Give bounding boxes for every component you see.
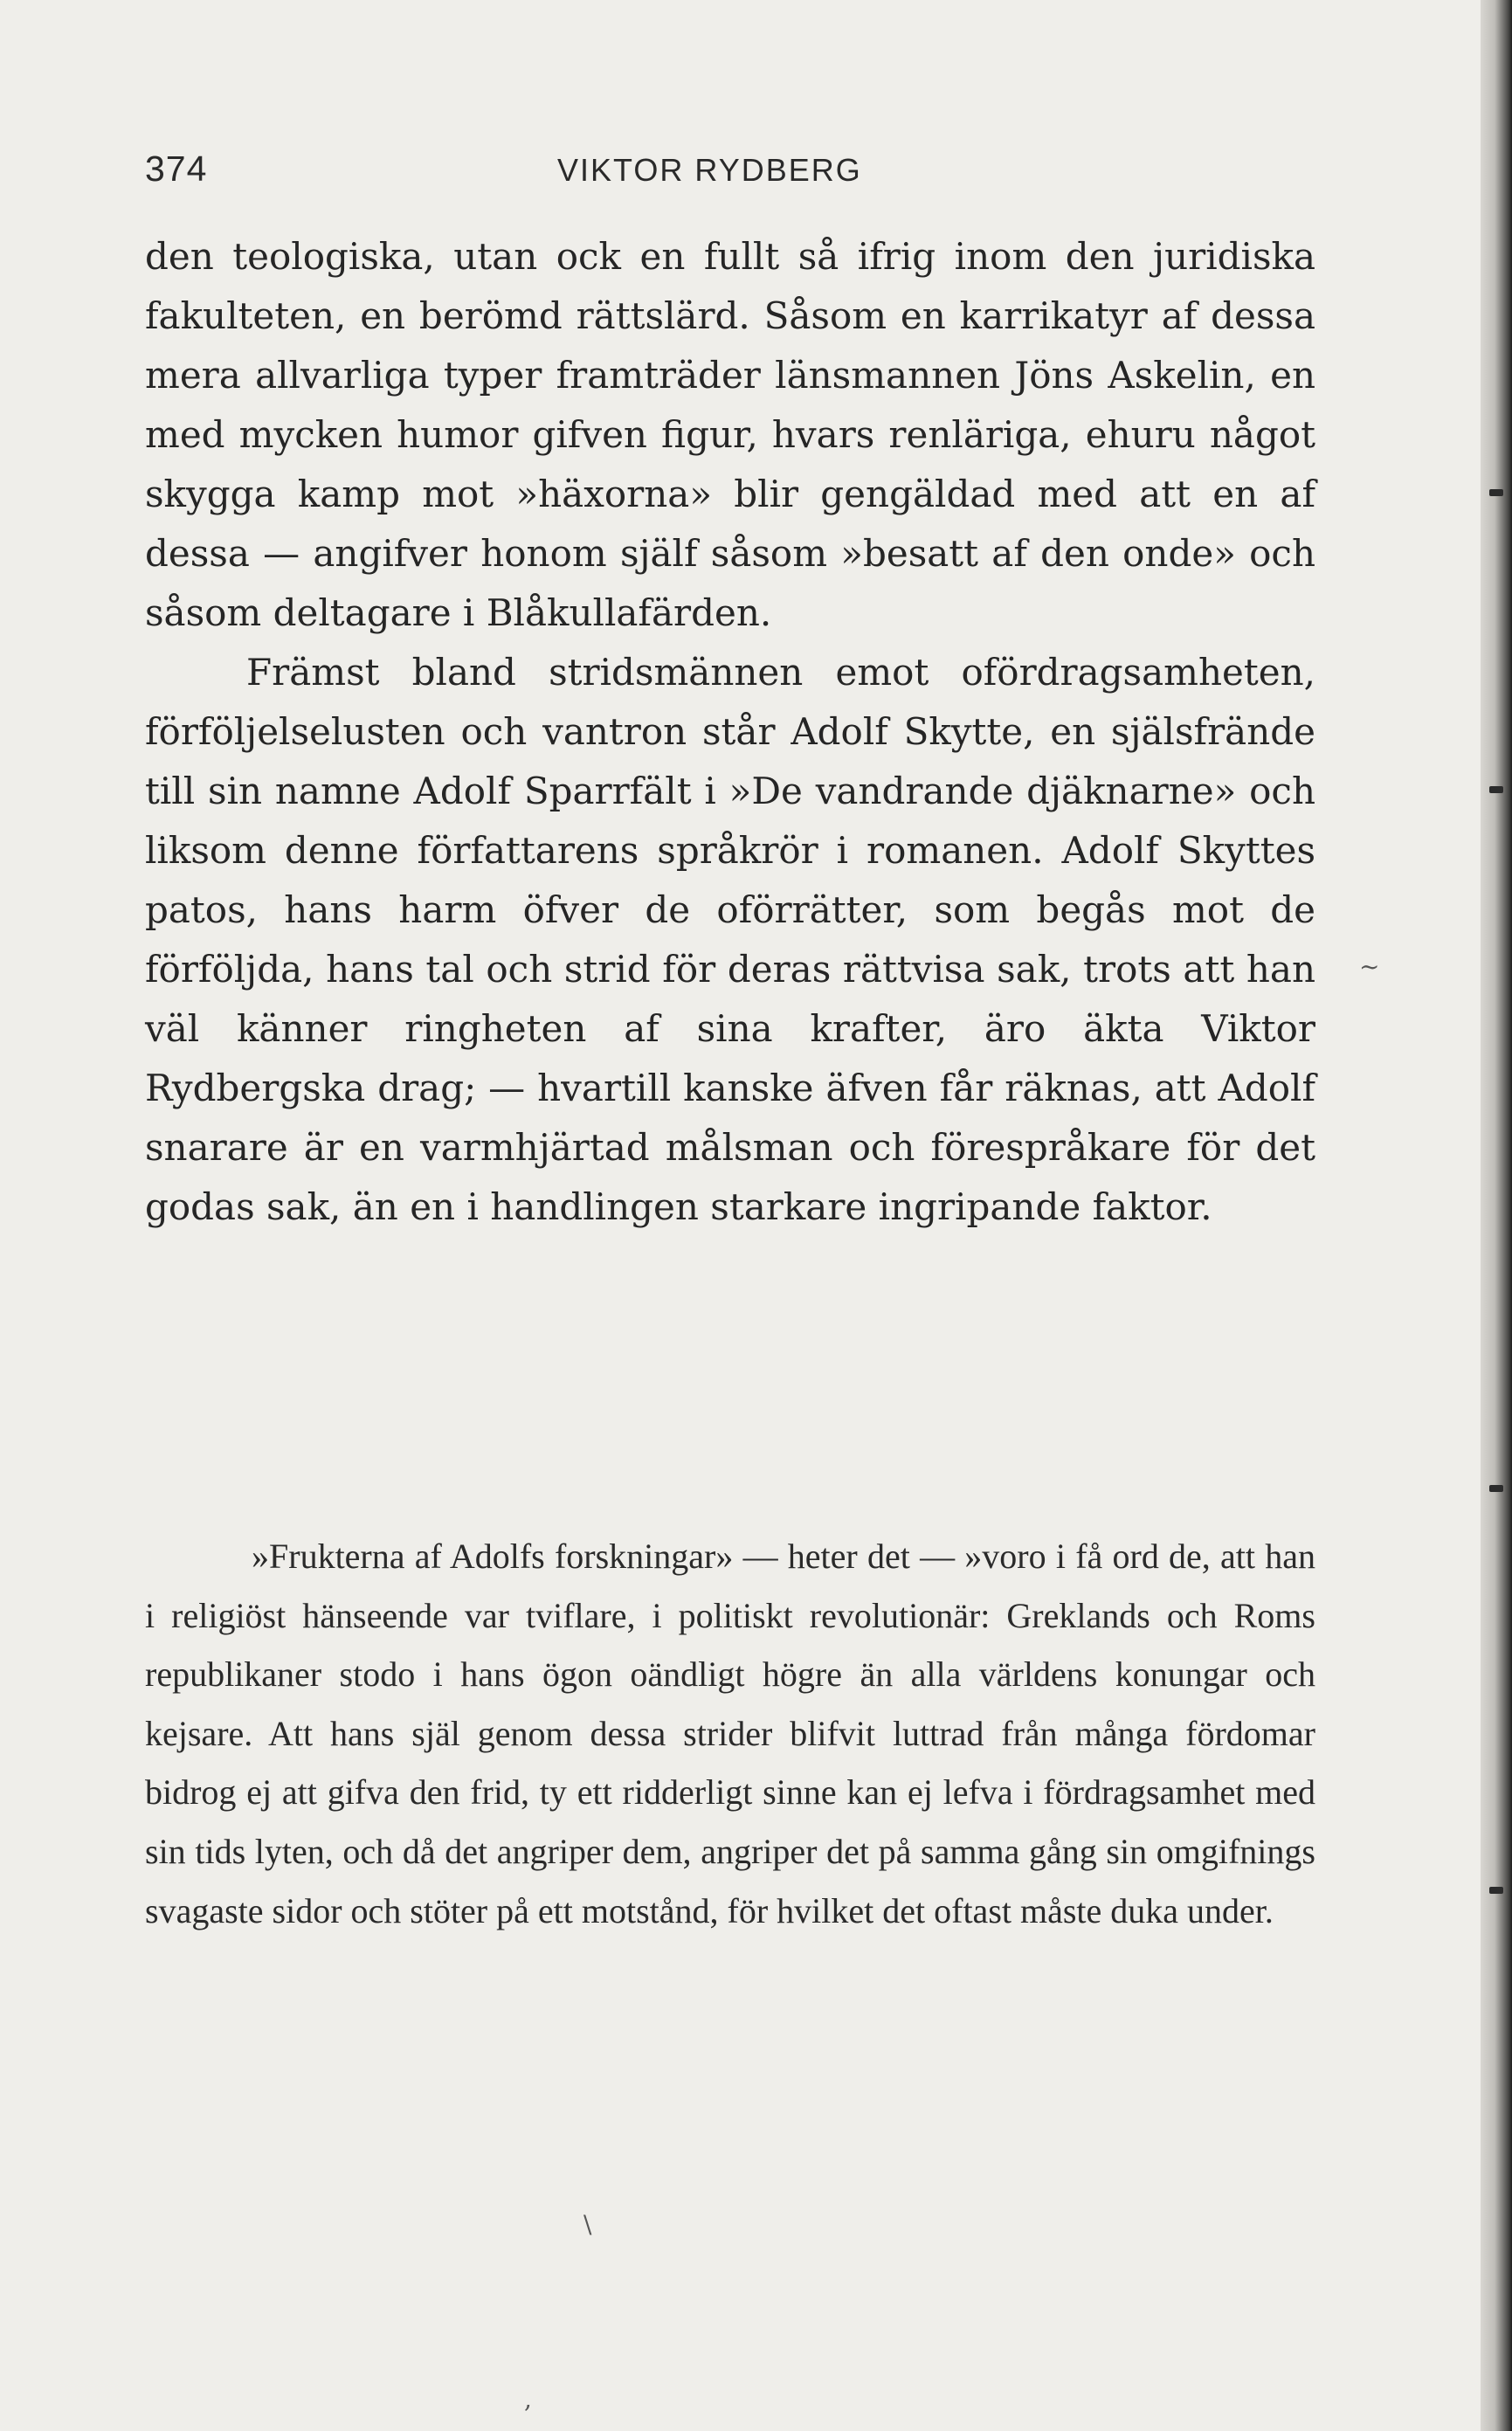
- spine-mark: [1489, 489, 1503, 496]
- spine-mark: [1489, 786, 1503, 793]
- paragraph-2: Främst bland stridsmännen emot ofördragsamheten, förföljelselusten och vantron står Adolf Skytte, en själsfrände till sin namne Adolf Sparrfält i »De vandrande djäknarne» och liksom denne författarens språkrör i romanen. Adolf Skyttes patos, hans harm öfver de oförrätter, som begås mot de förföljda, hans tal och strid för deras rättvisa sak, trots att han väl känner ringheten af sina krafter, äro äkta Viktor Rydbergska drag; — hvartill kanske äfven får räknas, att Adolf snarare är en varmhjärtad målsman och förespråkare för det godas sak, än en i handlingen starkare ingripande faktor.: [145, 651, 1315, 1228]
- margin-mark: ,: [524, 2385, 532, 2414]
- running-head: VIKTOR RYDBERG: [557, 152, 862, 188]
- margin-mark: \: [583, 2210, 592, 2239]
- spine-mark: [1489, 1485, 1503, 1492]
- paragraph-1: den teologiska, utan ock en fullt så ifrig inom den juridiska fakulteten, en berömd rättslärd. Såsom en karrikatyr af dessa mera allvarliga typer framträder länsmannen Jöns Askelin, en med mycken humor gifven figur, hvars renläriga, ehuru något skygga kamp mot »häxorna» blir gengäldad med att en af dessa — angifver honom själf såsom »besatt af den onde» och såsom deltagare i Blåkullafärden.: [145, 235, 1315, 634]
- main-text: [145, 227, 1315, 1237]
- page-number: 374: [145, 148, 208, 189]
- page-spine-edge: [1481, 0, 1512, 2431]
- margin-mark: ~: [1359, 952, 1380, 981]
- spine-mark: [1489, 1887, 1503, 1894]
- quoted-passage: [145, 1527, 1315, 1940]
- quote-paragraph: »Frukterna af Adolfs forskningar» — heter det — »voro i få ord de, att han i religiöst hänseende var tviflare, i politiskt revolutionär: Greklands och Roms republikaner stodo i hans ögon oändligt högre än alla världens konungar och kejsare. Att hans själ genom dessa strider blifvit luttrad från många fördomar bidrog ej att gifva den frid, ty ett ridderligt sinne kan ej lefva i fördragsamhet med sin tids lyten, och då det angriper dem, angriper det på samma gång sin omgifnings svagaste sidor och stöter på ett motstånd, för hvilket det oftast måste duka under.: [145, 1537, 1315, 1930]
- page-header: [145, 148, 1315, 201]
